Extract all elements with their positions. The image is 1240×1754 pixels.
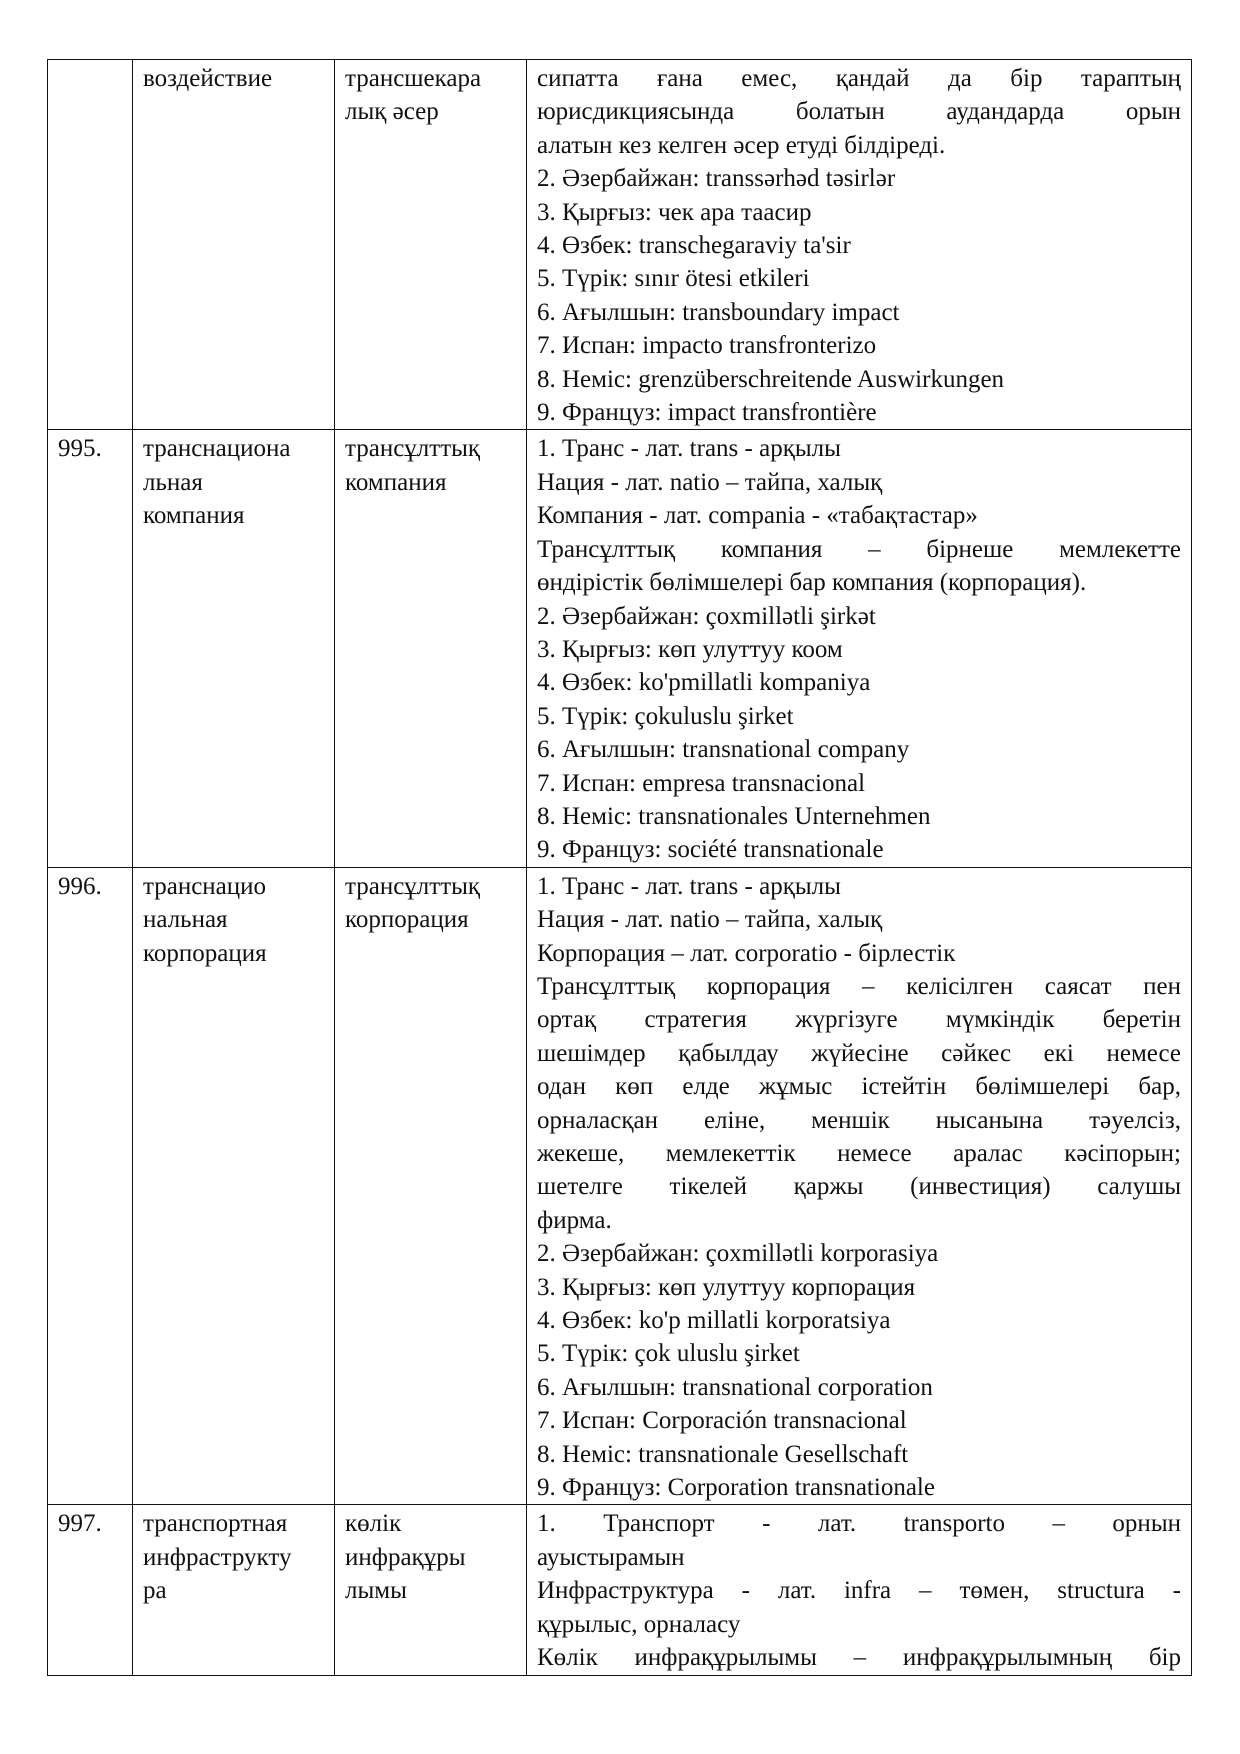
definition-line: 2. Әзербайжан: transsərhəd təsirlər xyxy=(537,165,896,193)
dictionary-entry-row xyxy=(48,60,1192,430)
definition-line: 8. Неміс: transnationale Gesellschaft xyxy=(537,1440,909,1468)
definition-line: 3. Қырғыз: чек ара таасир xyxy=(537,198,812,226)
definition-line: шетелге тікелей қаржы (инвестиция) салушы xyxy=(537,1173,1181,1201)
definition-line: Инфраструктура - лат. infra – төмен, structura - xyxy=(537,1577,1181,1605)
definition-line: фирма. xyxy=(537,1206,612,1234)
definition-line: 6. Ағылшын: transnational corporation xyxy=(537,1373,933,1401)
definition-line: 6. Ағылшын: transboundary impact xyxy=(537,298,900,326)
definition-line: 8. Неміс: grenzüberschreitende Auswirkungen xyxy=(537,365,1005,393)
entry-number: 997. xyxy=(48,1505,133,1675)
definition-line: Трансұлттық компания – бірнеше мемлекетте xyxy=(537,535,1181,563)
definition-line: 4. Өзбек: ko'pmillatli kompaniya xyxy=(537,669,871,697)
definition-line: 7. Испан: empresa transnacional xyxy=(537,769,866,797)
definition-line: 6. Ағылшын: transnational company xyxy=(537,736,910,764)
definition-cell xyxy=(527,1505,1192,1675)
definition-line: 9. Француз: impact transfrontière xyxy=(537,399,877,427)
entry-number: 995. xyxy=(48,430,133,867)
term-russian: транснациона льная компания xyxy=(133,430,335,867)
definition-cell xyxy=(527,430,1192,867)
term-kazakh: трансшекара лық әсер xyxy=(335,60,527,430)
dictionary-table xyxy=(47,59,1192,1676)
dictionary-table-body xyxy=(48,60,1192,1676)
definition-line: 2. Әзербайжан: çoxmillətli şirkət xyxy=(537,602,876,630)
definition-cell xyxy=(527,60,1192,430)
term-russian: транспортная инфраструкту ра xyxy=(133,1505,335,1675)
definition-line: 9. Француз: Corporation transnationale xyxy=(537,1474,935,1502)
entry-number: 996. xyxy=(48,867,133,1505)
definition-line: 2. Әзербайжан: çoxmillətli korporasiya xyxy=(537,1240,939,1268)
definition-line: 3. Қырғыз: көп улуттуу корпорация xyxy=(537,1273,916,1301)
definition-line: одан көп елде жұмыс істейтін бөлімшелері бар, xyxy=(537,1073,1181,1101)
definition-line: 4. Өзбек: ko'p millatli korporatsiya xyxy=(537,1307,891,1335)
definition-line: Көлік инфрақұрылымы – инфрақұрылымның бір xyxy=(537,1644,1181,1672)
definition-line: Трансұлттық корпорация – келісілген саясат пен xyxy=(537,972,1181,1000)
definition-line: ортақ стратегия жүргізуге мүмкіндік беретін xyxy=(537,1006,1181,1034)
definition-line: шешімдер қабылдау жүйесіне сәйкес екі немесе xyxy=(537,1039,1181,1067)
entry-number xyxy=(48,60,133,430)
definition-line: Нация - лат. natio – тайпа, халық xyxy=(537,906,883,934)
definition-line: 4. Өзбек: transchegaraviy ta'sir xyxy=(537,232,851,260)
definition-line: ауыстырамын xyxy=(537,1543,685,1571)
definition-line: Нация - лат. natio – тайпа, халық xyxy=(537,468,883,496)
term-russian: воздействие xyxy=(133,60,335,430)
dictionary-entry-row xyxy=(48,1505,1192,1675)
term-russian: транснацио нальная корпорация xyxy=(133,867,335,1505)
definition-line: сипатта ғана емес, қандай да бір тараптың xyxy=(537,65,1181,92)
definition-line: құрылыс, орналасу xyxy=(537,1610,741,1638)
term-kazakh: трансұлттық корпорация xyxy=(335,867,527,1505)
definition-line: 1. Транс - лат. trans - арқылы xyxy=(537,435,841,463)
definition-line: орналасқан еліне, меншік нысанына тәуелсіз, xyxy=(537,1106,1181,1134)
definition-line: 9. Француз: société transnationale xyxy=(537,836,884,864)
definition-line: 7. Испан: Corporación transnacional xyxy=(537,1407,907,1435)
definition-line: 5. Түрік: çokuluslu şirket xyxy=(537,702,794,730)
definition-line: 3. Қырғыз: көп улуттуу коом xyxy=(537,635,843,663)
term-kazakh: көлік инфрақұры лымы xyxy=(335,1505,527,1675)
definition-line: Компания - лат. compania - «табақтастар» xyxy=(537,502,978,530)
definition-line: 1. Транс - лат. trans - арқылы xyxy=(537,872,841,900)
definition-cell xyxy=(527,867,1192,1505)
definition-line: 5. Түрік: sınır ötesi etkileri xyxy=(537,265,810,293)
dictionary-entry-row xyxy=(48,867,1192,1505)
definition-line: Корпорация – лат. corporatio - бірлестік xyxy=(537,939,956,967)
definition-line: алатын кез келген әсер етуді білдіреді. xyxy=(537,131,946,159)
definition-line: 8. Неміс: transnationales Unternehmen xyxy=(537,802,931,830)
definition-line: юрисдикциясында болатын аудандарда орын xyxy=(537,98,1181,126)
definition-line: 7. Испан: impacto transfronterizo xyxy=(537,332,877,360)
definition-line: өндірістік бөлімшелері бар компания (корпорация). xyxy=(537,569,1087,597)
definition-line: 1. Транспорт - лат. transporto – орнын xyxy=(537,1510,1181,1538)
definition-line: жекеше, мемлекеттік немесе аралас кәсіпорын; xyxy=(537,1140,1181,1167)
definition-line: 5. Түрік: çok uluslu şirket xyxy=(537,1340,800,1368)
dictionary-entry-row xyxy=(48,430,1192,867)
term-kazakh: трансұлттық компания xyxy=(335,430,527,867)
